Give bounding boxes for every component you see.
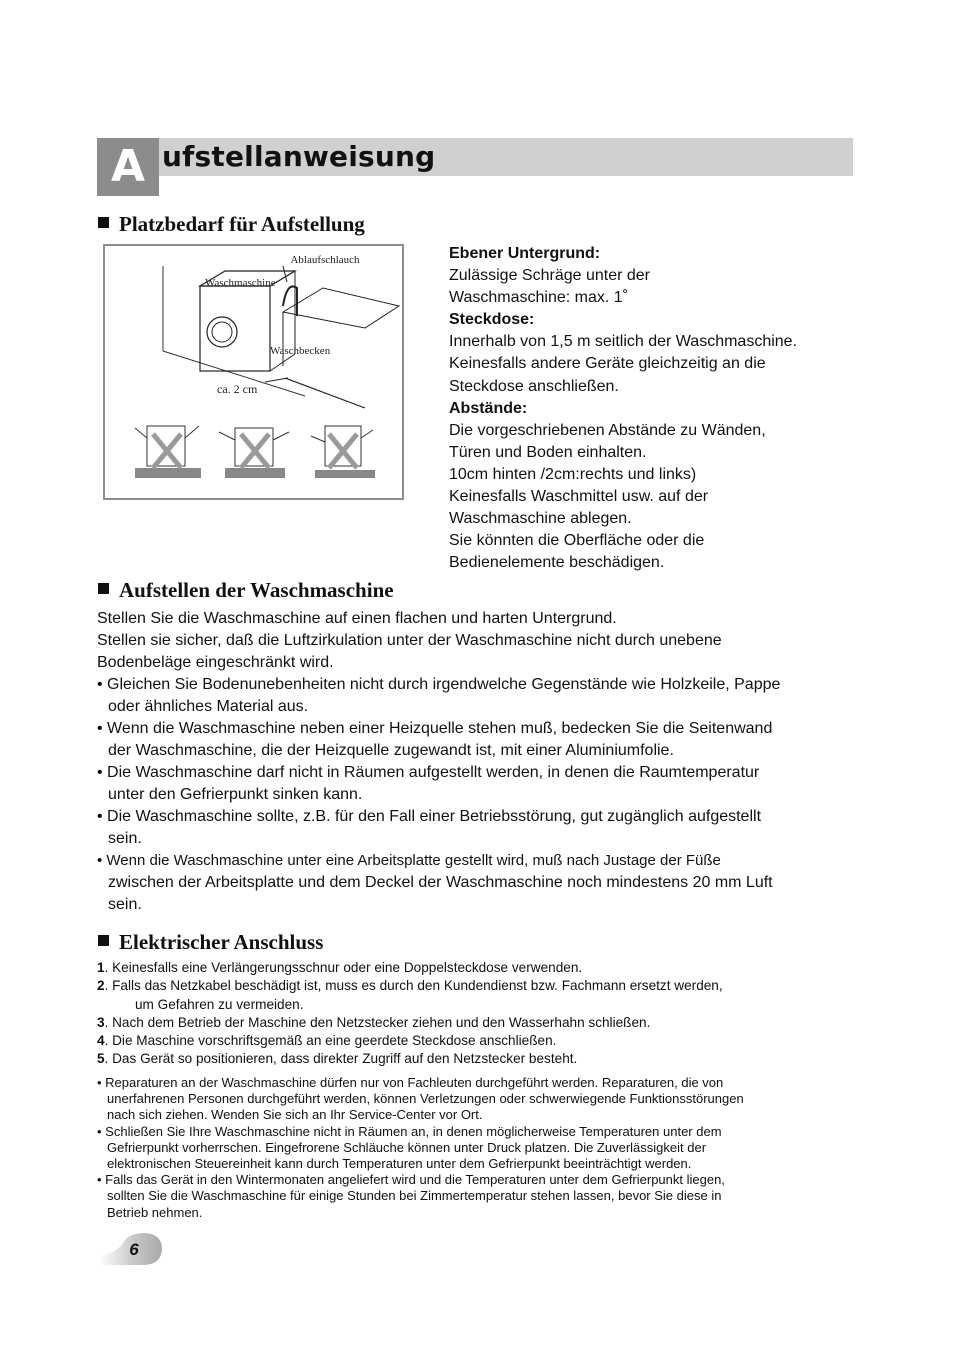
list-item: • Reparaturen an der Waschmaschine dürfen nur von Fachleuten durchgeführt werden. Reparaturen, die von unerfahrenen Personen durchgeführt werden, können Verletzungen oder schwerwiegende Funktionsstörungen nach sich ziehen. Wenden Sie sich an Ihr Service-Center vor Ort. bbox=[97, 1075, 744, 1123]
list-item: • Falls das Gerät in den Wintermonaten angeliefert wird und die Temperaturen unter dem Gefrierpunkt liegen, sollten Sie die Waschmaschine für einige Stunden bei Zimmertemperatur stehen lassen, bevor Sie diese in Betrieb nehmen. bbox=[97, 1172, 725, 1220]
text-line: Die vorgeschriebenen Abstände zu Wänden, bbox=[449, 421, 766, 439]
installation-illustration bbox=[105, 246, 402, 498]
wrong-placement-3-icon bbox=[311, 426, 375, 478]
label-machine: Waschmaschine bbox=[205, 277, 276, 289]
section-heading-space bbox=[98, 212, 365, 237]
label-level-ground: Ebener Untergrund: bbox=[449, 245, 601, 262]
list-item: 2. Falls das Netzkabel beschädigt ist, muss es durch den Kundendienst bzw. Fachmann ersetzt werden, um Gefahren zu vermeiden. bbox=[97, 978, 723, 1012]
section-heading-setup bbox=[98, 578, 394, 603]
page-number: 6 bbox=[129, 1240, 139, 1259]
text-line: Keinesfalls andere Geräte gleichzeitig an die bbox=[449, 355, 766, 373]
square-bullet-icon bbox=[98, 935, 109, 946]
wrong-placement-2-icon bbox=[219, 428, 289, 478]
electrical-notes bbox=[97, 1075, 837, 1221]
label-clearances: Abstände: bbox=[449, 399, 528, 417]
section-heading-electrical-text: Elektrischer Anschluss bbox=[119, 930, 324, 954]
text-line: Waschmaschine: max. 1˚ bbox=[449, 289, 629, 307]
intro-line: Stellen sie sicher, daß die Luftzirkulation unter der Waschmaschine nicht durch unebene bbox=[97, 632, 722, 649]
text-line: 10cm hinten /2cm:rechts und links) bbox=[449, 465, 697, 483]
list-item: • Schließen Sie Ihre Waschmaschine nicht in Räumen an, in denen möglicherweise Temperaturen unter dem Gefrierpunkt vorherrschen. Eingefrorene Schläuche können unter Druck platzen. Die Zuverlässigkeit der elektronischen Steuereinheit kann durch Temperaturen unter dem Gefrierpunkt beeinträchtigt werden. bbox=[97, 1123, 722, 1172]
list-item: • Die Waschmaschine sollte, z.B. für den Fall einer Betriebsstörung, gut zugänglich aufgestellt sein. bbox=[97, 808, 762, 847]
section-heading-space-text: Platzbedarf für Aufstellung bbox=[119, 212, 365, 236]
label-gap: ca. 2 cm bbox=[217, 382, 258, 396]
text-line: Sie könnten die Oberfläche oder die bbox=[449, 532, 705, 550]
square-bullet-icon bbox=[98, 583, 109, 594]
label-socket: Steckdose: bbox=[449, 311, 535, 329]
list-item: 5. Das Gerät so positionieren, dass direkter Zugriff auf den Netzstecker besteht. bbox=[97, 1051, 578, 1067]
text-line: Bedienelemente beschädigen. bbox=[449, 554, 665, 572]
setup-body bbox=[97, 608, 857, 916]
text-line: Türen und Boden einhalten. bbox=[449, 443, 647, 461]
section-heading-electrical bbox=[98, 930, 323, 955]
page-number-badge bbox=[97, 1232, 163, 1266]
list-item: • Wenn die Waschmaschine unter eine Arbeitsplatte gestellt wird, muß nach Justage der Füße zwischen der Arbeitsplatte und dem Deckel der Waschmaschine noch mindestens 20 mm Luft sein. bbox=[97, 852, 773, 913]
section-heading-setup-text: Aufstellen der Waschmaschine bbox=[119, 578, 394, 602]
electrical-numbered-list bbox=[97, 959, 837, 1069]
wrong-placement-1-icon bbox=[135, 426, 201, 478]
list-item: 1. Keinesfalls eine Verlängerungsschnur oder eine Doppelsteckdose verwenden. bbox=[97, 960, 583, 975]
label-hose: Ablaufschlauch bbox=[290, 254, 360, 266]
intro-line: Stellen Sie die Waschmaschine auf einen flachen und harten Untergrund. bbox=[97, 610, 617, 627]
text-line: Waschmaschine ablegen. bbox=[449, 510, 632, 528]
square-bullet-icon bbox=[98, 217, 109, 228]
text-line: Keinesfalls Waschmittel usw. auf der bbox=[449, 488, 709, 506]
list-item: 4. Die Maschine vorschriftsgemäß an eine geerdete Steckdose anschließen. bbox=[97, 1033, 557, 1049]
list-item: • Gleichen Sie Bodenunebenheiten nicht durch irgendwelche Gegenstände wie Holzkeile, Pappe oder ähnliches Material aus. bbox=[97, 676, 781, 715]
installation-figure bbox=[103, 244, 404, 500]
space-requirements-text bbox=[449, 243, 869, 574]
title-initial-letter: A bbox=[97, 138, 159, 196]
text-line: Steckdose anschließen. bbox=[449, 377, 619, 395]
label-basin: Waschbecken bbox=[270, 345, 331, 357]
page-title: ufstellanweisung bbox=[162, 140, 436, 173]
text-line: Zulässige Schräge unter der bbox=[449, 267, 650, 285]
text-line: Innerhalb von 1,5 m seitlich der Waschmaschine. bbox=[449, 333, 798, 351]
list-item: • Wenn die Waschmaschine neben einer Heizquelle stehen muß, bedecken Sie die Seitenwand der Waschmaschine, die der Heizquelle zugewandt ist, mit einer Aluminiumfolie. bbox=[97, 720, 773, 759]
intro-line: Bodenbeläge eingeschränkt wird. bbox=[97, 654, 334, 671]
list-item: • Die Waschmaschine darf nicht in Räumen aufgestellt werden, in denen die Raumtemperatur unter den Gefrierpunkt sinken kann. bbox=[97, 764, 760, 803]
list-item: 3. Nach dem Betrieb der Maschine den Netzstecker ziehen und den Wasserhahn schließen. bbox=[97, 1014, 651, 1030]
